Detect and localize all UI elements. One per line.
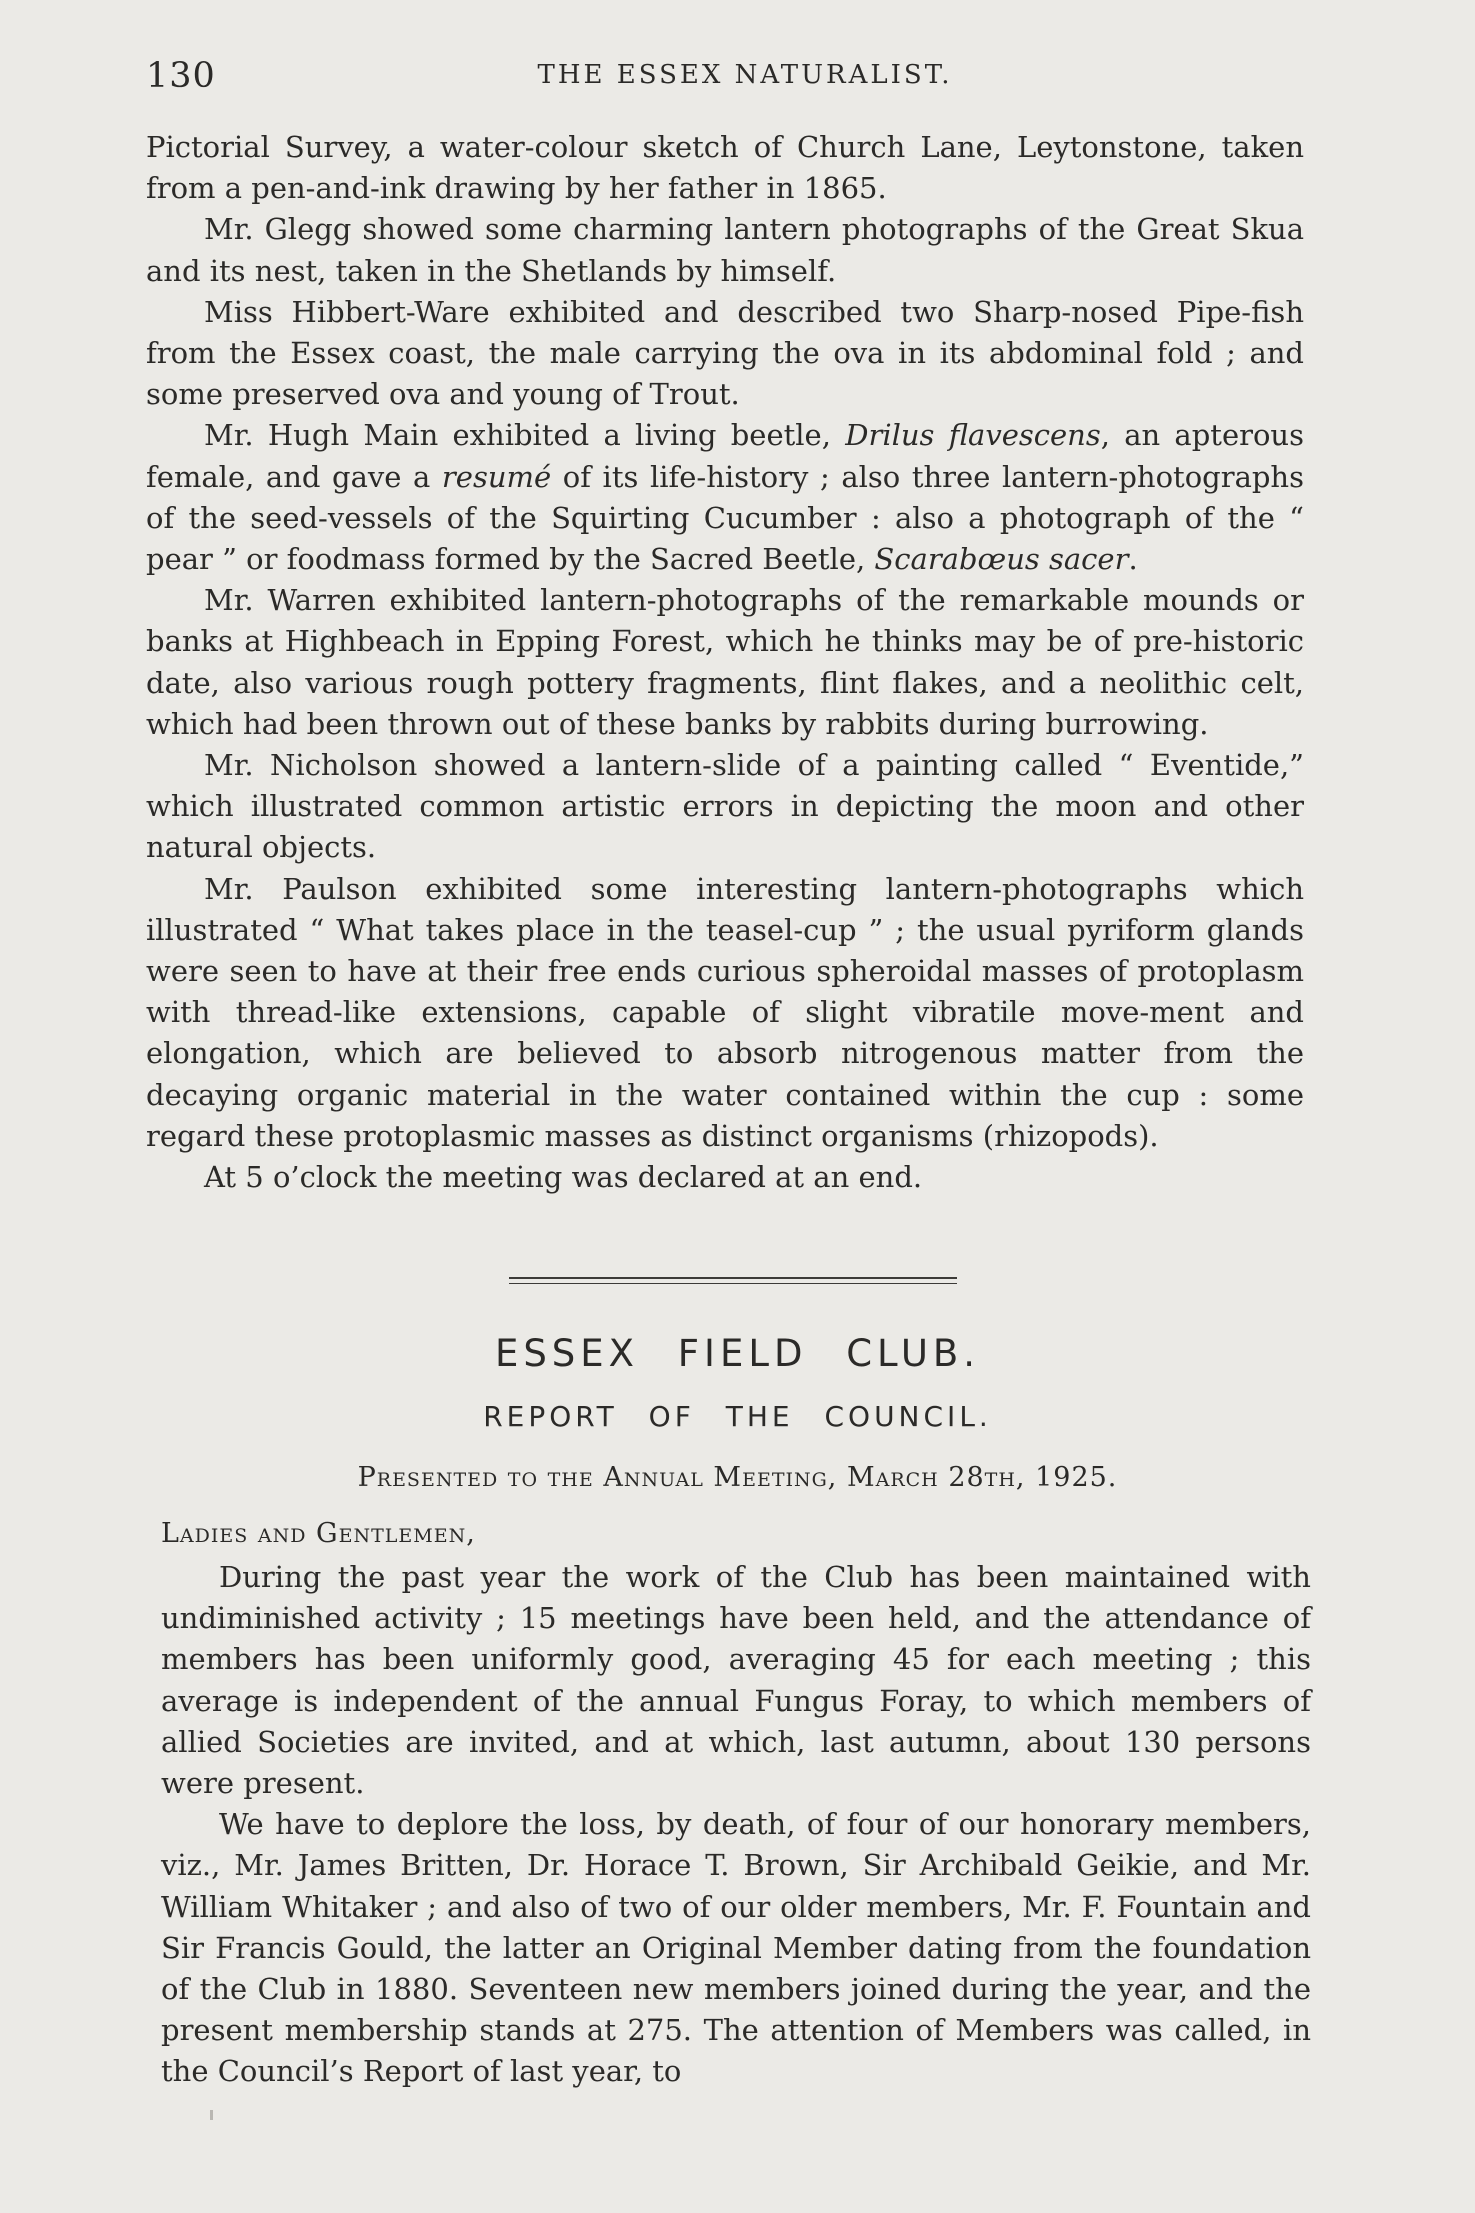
page-number: 130: [146, 56, 216, 96]
text-run: Mr. Glegg showed some charming lantern photographs of the Great Skua and its nest, taken in the Shetlands by himself.: [146, 212, 1304, 288]
italic-text: Scarabœus sacer: [874, 542, 1129, 577]
salutation: Ladies and Gentlemen,: [161, 1518, 476, 1549]
page-header: [146, 56, 1304, 104]
paragraph: [161, 1804, 1311, 2092]
club-title: ESSEX FIELD CLUB.: [494, 1332, 981, 1375]
paragraph: [146, 580, 1304, 745]
paragraph: [161, 1557, 1311, 1804]
paragraph: [146, 127, 1304, 209]
text-run: Mr. Hugh Main exhibited a living beetle,: [204, 418, 846, 453]
italic-text: resumé: [441, 459, 552, 494]
paragraph: [146, 292, 1304, 416]
paragraph: [146, 745, 1304, 869]
italic-text: Drilus flavescens: [845, 418, 1101, 453]
text-run: Pictorial Survey, a water-colour sketch of Church Lane, Leytonstone, taken from a pen-and-ink drawing by her father in 1865.: [146, 130, 1304, 206]
text-run: Mr. Nicholson showed a lantern-slide of a painting called “ Eventide,” which illustrated common artistic errors in depicting the moon and other natural objects.: [146, 748, 1304, 865]
text-run: During the past year the work of the Club has been maintained with undiminished activity ; 15 meetings have been held, and the attendance of members has been uniformly good, averaging 45 for each meeting ; this average is independent of the annual Fungus Foray, to which members of allied Societies are invited, and at which, last autumn, about 130 persons were present.: [161, 1560, 1311, 1801]
paragraph: [146, 415, 1304, 580]
divider-line: [509, 1277, 957, 1279]
paper-speck: [210, 2110, 213, 2120]
presented-line: Presented to the Annual Meeting, March 28th, 1925.: [357, 1462, 1118, 1493]
paragraph: [146, 209, 1304, 291]
text-run: , an apterous female, and gave a: [146, 418, 1304, 494]
text-run: Mr. Paulson exhibited some interesting lantern-photographs which illustrated “ What takes place in the teasel-cup ” ; the usual pyriform glands were seen to have at their free ends curious spheroidal masses of protoplasm with thread-like extensions, capable of slight vibratile move-ment and elongation, which are believed to absorb nitrogenous matter from the decaying organic material in the water contained within the cup : some regard these protoplasmic masses as distinct organisms (rhizopods).: [146, 871, 1304, 1153]
text-run: .: [1128, 542, 1138, 577]
text-run: At 5 o’clock the meeting was declared at an end.: [204, 1160, 923, 1195]
text-run: Mr. Warren exhibited lantern-photographs of the remarkable mounds or banks at Highbeach in Epping Forest, which he thinks may be of pre-historic date, also various rough pottery fragments, flint flakes, and a neolithic celt, which had been thrown out of these banks by rabbits during burrowing.: [146, 583, 1304, 741]
paragraph: [146, 1157, 1304, 1198]
section-divider: [509, 1277, 957, 1288]
meeting-proceedings-text: [146, 127, 1304, 1198]
text-run: of its life-history ; also three lantern-photographs of the seed-vessels of the Squirting Cucumber : also a photograph of the “ pear ” or foodmass formed by the Sacred Beetle,: [146, 459, 1304, 577]
council-report-text: [161, 1557, 1311, 2093]
text-run: We have to deplore the loss, by death, of four of our honorary members, viz., Mr. James Britten, Dr. Horace T. Brown, Sir Archibald Geikie, and Mr. William Whitaker ; and also of two of our older members, Mr. F. Fountain and Sir Francis Gould, the latter an Original Member dating from the foundation of the Club in 1880. Seventeen new members joined during the year, and the present membership stands at 275. The attention of Members was called, in the Council’s Report of last year, to: [161, 1807, 1311, 2089]
text-run: Miss Hibbert-Ware exhibited and described two Sharp-nosed Pipe-fish from the Essex coast, the male carrying the ova in its abdominal fold ; and some preserved ova and young of Trout.: [146, 294, 1304, 412]
paragraph: [146, 869, 1304, 1157]
report-title: REPORT OF THE COUNCIL.: [483, 1400, 992, 1433]
running-head: THE ESSEX NATURALIST.: [537, 60, 953, 90]
divider-line: [509, 1283, 957, 1284]
